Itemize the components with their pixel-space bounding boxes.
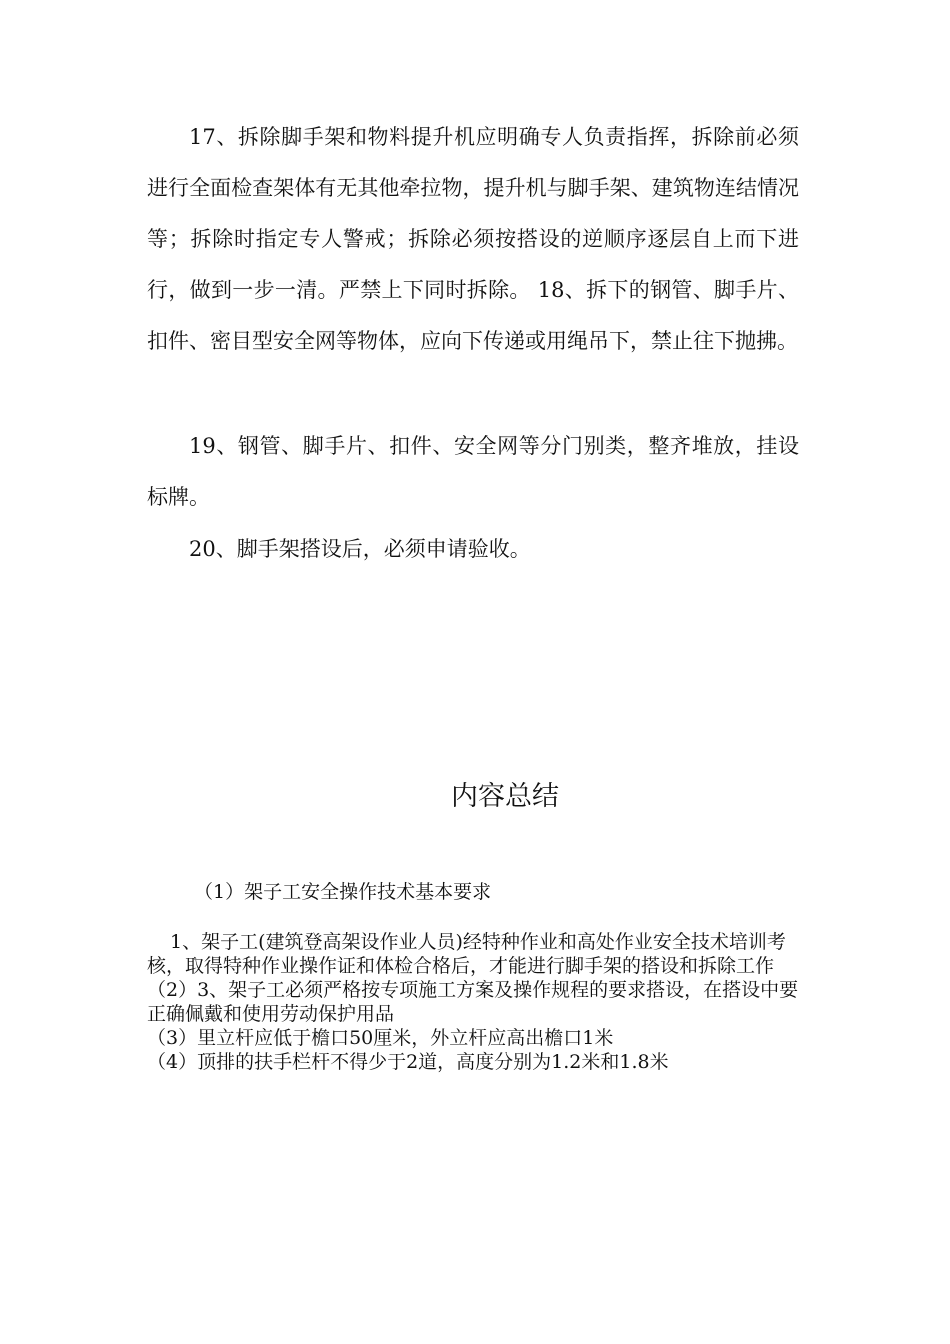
summary-list <box>147 930 799 1074</box>
summary-item-1: 1、架子工(建筑登高架设作业人员)经特种作业和高处作业安全技术培训考核，取得特种作业操作证和体检合格后，才能进行脚手架的搭设和拆除工作 <box>147 931 786 977</box>
paragraph-19: 19、钢管、脚手片、扣件、安全网等分门别类，整齐堆放，挂设标牌。 <box>147 434 799 509</box>
summary-item-2: （2）3、架子工必须严格按专项施工方案及操作规程的要求搭设，在搭设中要正确佩戴和使用劳动保护用品 <box>147 979 799 1025</box>
summary-subtitle: （1）架子工安全操作技术基本要求 <box>194 881 492 903</box>
paragraph-20: 20、脚手架搭设后，必须申请验收。 <box>189 537 531 561</box>
paragraph-17: 17、拆除脚手架和物料提升机应明确专人负责指挥，拆除前必须进行全面检查架体有无其他牵拉物，提升机与脚手架、建筑物连结情况等；拆除时指定专人警戒；拆除必须按搭设的逆顺序逐层自上而下进行，做到一步一清。严禁上下同时拆除。 18、拆下的钢管、脚手片、扣件、密目型安全网等物体，应向下传递或用绳吊下，禁止往下抛拂。 <box>147 125 799 353</box>
summary-item-3: （3）里立杆应低于檐口50厘米，外立杆应高出檐口1米 <box>147 1027 614 1049</box>
summary-title: 内容总结 <box>451 781 559 812</box>
summary-item-4: （4）顶排的扶手栏杆不得少于2道，高度分别为1.2米和1.8米 <box>147 1051 669 1073</box>
